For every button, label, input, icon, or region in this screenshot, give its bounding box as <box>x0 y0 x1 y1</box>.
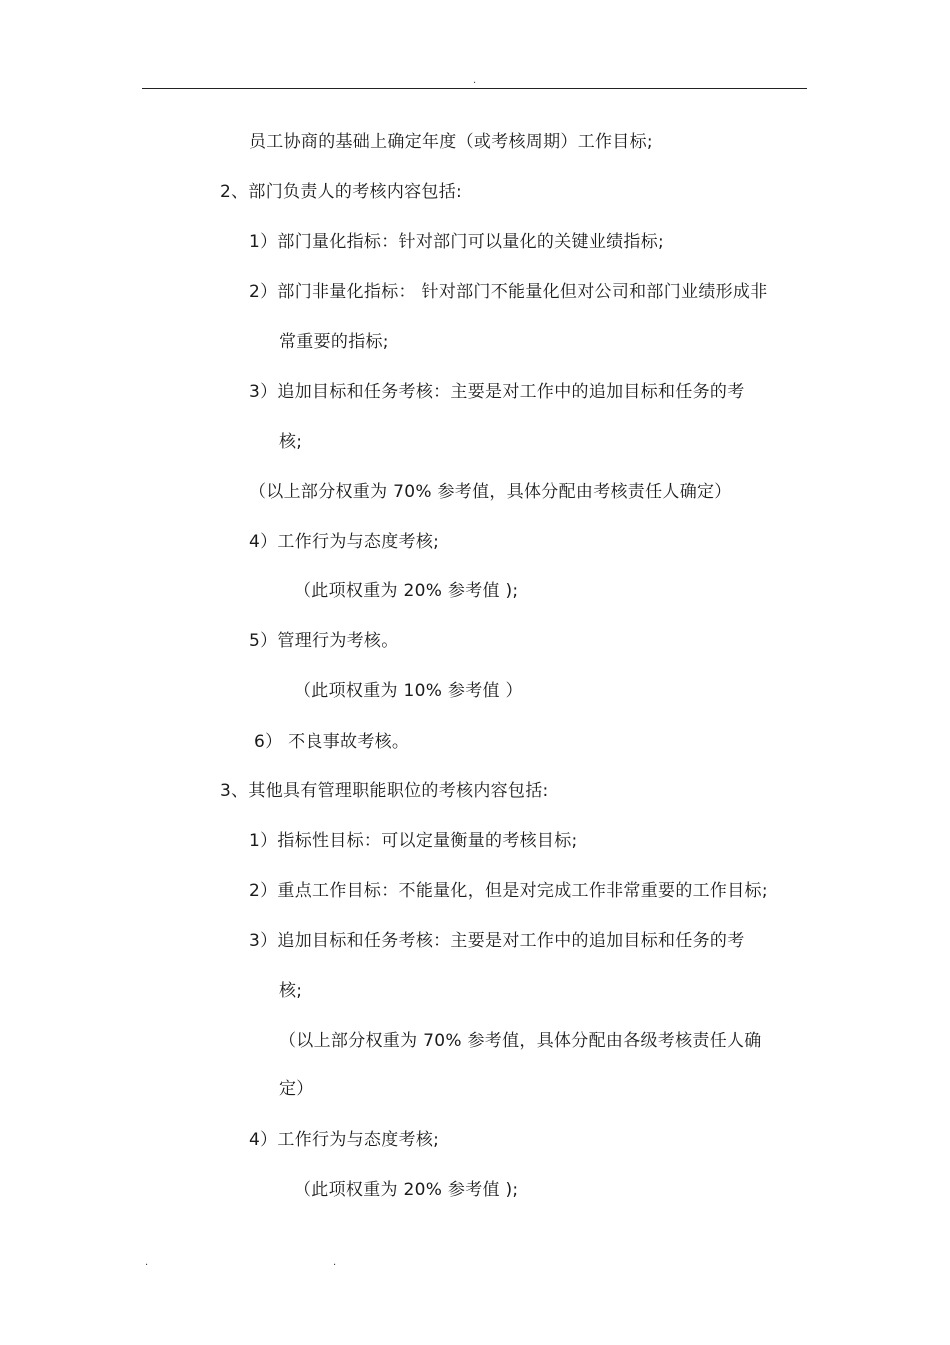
list-item-continuation: 核; <box>279 432 303 452</box>
header-dot: . <box>473 75 477 86</box>
list-item: 2）部门非量化指标： 针对部门不能量化但对公司和部门业绩形成非 <box>249 282 768 302</box>
list-item: 2）重点工作目标：不能量化，但是对完成工作非常重要的工作目标; <box>249 881 768 901</box>
list-item-continuation: 常重要的指标; <box>279 332 389 352</box>
list-item: 6） 不良事故考核。 <box>254 732 410 752</box>
weight-note: （以上部分权重为 70% 参考值，具体分配由考核责任人确定） <box>249 482 732 502</box>
footer-dot-right: . <box>333 1257 337 1268</box>
weight-note: （以上部分权重为 70% 参考值，具体分配由各级考核责任人确 <box>279 1031 762 1051</box>
weight-note-continuation: 定） <box>279 1079 314 1099</box>
list-item: 4）工作行为与态度考核; <box>249 532 440 552</box>
list-item-continuation: 核; <box>279 981 303 1001</box>
footer-dot-left: . <box>145 1257 149 1268</box>
list-item: 3）追加目标和任务考核：主要是对工作中的追加目标和任务的考 <box>249 382 745 402</box>
weight-note: （此项权重为 20% 参考值 ); <box>294 1180 519 1200</box>
section-heading: 3、其他具有管理职能职位的考核内容包括: <box>220 781 549 801</box>
list-item: 3）追加目标和任务考核：主要是对工作中的追加目标和任务的考 <box>249 931 745 951</box>
weight-note: （此项权重为 10% 参考值 ） <box>294 681 523 701</box>
list-item: 5）管理行为考核。 <box>249 631 399 651</box>
list-item: 1）部门量化指标：针对部门可以量化的关键业绩指标; <box>249 232 665 252</box>
section-heading: 2、部门负责人的考核内容包括: <box>220 182 463 202</box>
list-item: 1）指标性目标：可以定量衡量的考核目标; <box>249 831 578 851</box>
weight-note: （此项权重为 20% 参考值 ); <box>294 581 519 601</box>
paragraph-line: 员工协商的基础上确定年度（或考核周期）工作目标; <box>249 132 653 152</box>
list-item: 4）工作行为与态度考核; <box>249 1130 440 1150</box>
header-rule <box>142 88 807 89</box>
